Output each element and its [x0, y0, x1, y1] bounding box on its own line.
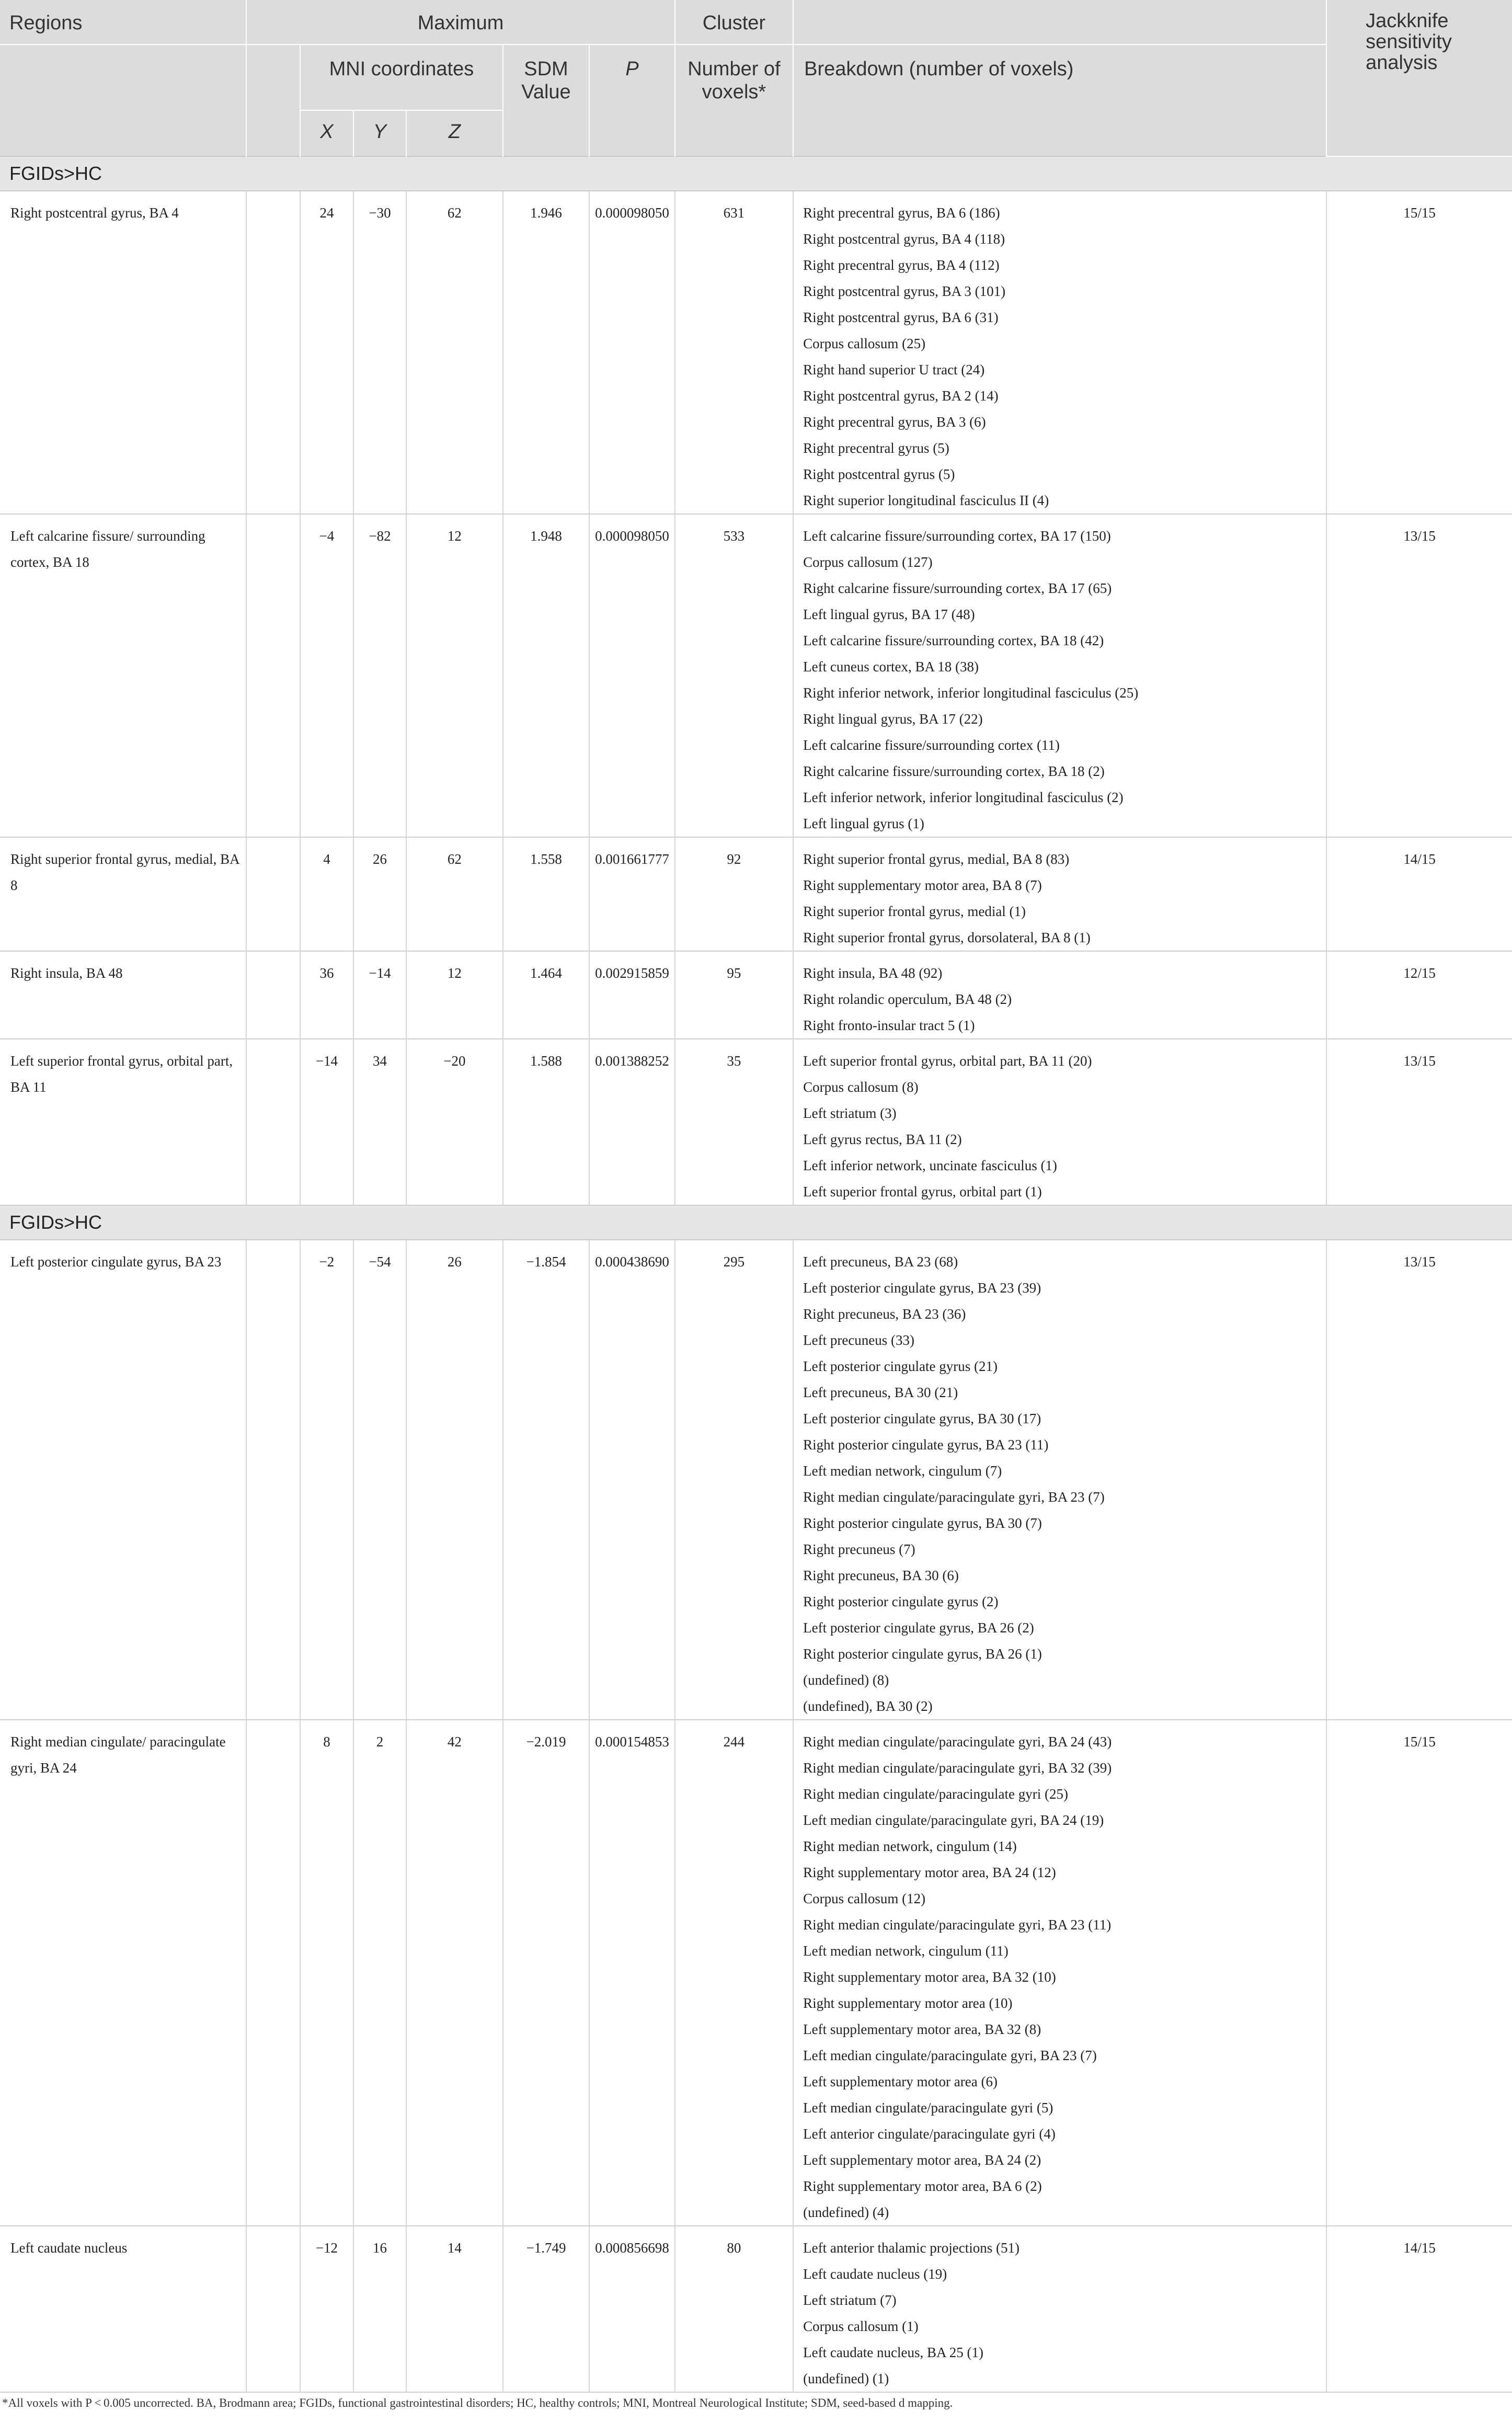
mni-z: 62 — [447, 205, 462, 221]
breakdown-item: Right superior frontal gyrus, medial, BA 8 (83) — [803, 851, 1070, 867]
header-spacer — [503, 110, 590, 156]
mni-y-cell — [353, 191, 407, 514]
breakdown-item: Left median network, cingulum (7) — [803, 1463, 1002, 1479]
jackknife-value: 14/15 — [1403, 2240, 1436, 2256]
spacer-cell — [246, 191, 300, 514]
p-value-cell — [589, 191, 674, 514]
breakdown-item: Right lingual gyrus, BA 17 (22) — [803, 711, 983, 727]
p-value: 0.001661777 — [595, 851, 669, 867]
breakdown-item: Right precentral gyrus, BA 4 (112) — [803, 257, 1000, 273]
mni-y: 16 — [372, 2240, 387, 2256]
mni-y-cell — [353, 951, 407, 1039]
breakdown-item: Right superior frontal gyrus, dorsolateral, BA 8 (1) — [803, 930, 1091, 945]
breakdown-item: Left inferior network, inferior longitudinal fasciculus (2) — [803, 790, 1124, 805]
region-cell — [0, 1240, 246, 1720]
table-row — [0, 2226, 1512, 2392]
sdm-value-cell — [503, 1240, 590, 1720]
mni-z-cell — [406, 1039, 502, 1205]
breakdown-item: Right inferior network, inferior longitudinal fasciculus (25) — [803, 685, 1139, 701]
header-breakdown: Breakdown (number of voxels) — [804, 58, 1074, 80]
breakdown-item: Left calcarine fissure/surrounding cortex (11) — [803, 737, 1060, 753]
breakdown-item: Right supplementary motor area, BA 8 (7) — [803, 877, 1042, 893]
region-name: Left posterior cingulate gyrus, BA 23 — [10, 1254, 222, 1270]
header-maximum: Maximum — [417, 12, 504, 34]
jackknife-cell — [1326, 837, 1512, 951]
mni-x: 8 — [323, 1734, 330, 1750]
mni-x-cell — [300, 951, 353, 1039]
breakdown-item: Right superior frontal gyrus, medial (1) — [803, 904, 1026, 919]
voxel-count-cell — [675, 1240, 793, 1720]
voxel-count-cell — [675, 1039, 793, 1205]
breakdown-item: Left calcarine fissure/surrounding cortex, BA 17 (150) — [803, 528, 1111, 544]
breakdown-item: Left supplementary motor area, BA 32 (8) — [803, 2021, 1041, 2037]
p-value-cell — [589, 951, 674, 1039]
p-value-cell — [589, 1240, 674, 1720]
mni-x: −4 — [319, 528, 335, 544]
mni-z: 12 — [447, 528, 462, 544]
header-x: X — [320, 121, 334, 143]
p-value: 0.000098050 — [595, 528, 669, 544]
breakdown-item: (undefined) (1) — [803, 2371, 889, 2386]
breakdown-item: Right insula, BA 48 (92) — [803, 965, 943, 981]
breakdown-list — [794, 2226, 1326, 2392]
voxel-count-cell — [675, 951, 793, 1039]
voxel-count-cell — [675, 2226, 793, 2392]
header-spacer — [675, 110, 793, 156]
mni-y-cell — [353, 837, 407, 951]
breakdown-item: Left superior frontal gyrus, orbital part (1) — [803, 1184, 1042, 1199]
mni-y-cell — [353, 2226, 407, 2392]
mni-x-cell — [300, 1039, 353, 1205]
spacer-cell — [246, 1240, 300, 1720]
breakdown-list — [794, 838, 1326, 951]
region-name: Left caudate nucleus — [10, 2240, 128, 2256]
breakdown-item: Right hand superior U tract (24) — [803, 362, 985, 378]
mni-z: 62 — [447, 851, 462, 867]
p-value-cell — [589, 514, 674, 837]
breakdown-item: Right median cingulate/paracingulate gyri (25) — [803, 1786, 1068, 1802]
breakdown-item: Right median network, cingulum (14) — [803, 1838, 1017, 1854]
header-spacer — [793, 110, 1326, 156]
breakdown-item: Right precuneus (7) — [803, 1541, 915, 1557]
breakdown-item: Left lingual gyrus, BA 17 (48) — [803, 607, 975, 622]
jackknife-value: 13/15 — [1403, 1254, 1436, 1270]
jackknife-cell — [1326, 951, 1512, 1039]
breakdown-item: Right posterior cingulate gyrus, BA 26 (1) — [803, 1646, 1042, 1662]
voxel-count: 92 — [727, 851, 741, 867]
breakdown-item: (undefined) (8) — [803, 1672, 889, 1688]
breakdown-item: (undefined), BA 30 (2) — [803, 1698, 933, 1714]
mni-y: 34 — [372, 1053, 387, 1069]
header-spacer — [246, 44, 300, 110]
mni-x-cell — [300, 191, 353, 514]
breakdown-list — [794, 952, 1326, 1038]
breakdown-item: Left posterior cingulate gyrus, BA 26 (2) — [803, 1620, 1034, 1636]
voxel-count: 244 — [723, 1734, 745, 1750]
mni-x: 4 — [323, 851, 330, 867]
sdm-value-cell — [503, 951, 590, 1039]
jackknife-value: 13/15 — [1403, 1053, 1436, 1069]
mni-y: 26 — [372, 851, 387, 867]
breakdown-cell — [793, 837, 1326, 951]
section-header-row — [0, 156, 1512, 191]
breakdown-item: Left caudate nucleus (19) — [803, 2266, 947, 2282]
breakdown-item: Left posterior cingulate gyrus (21) — [803, 1358, 998, 1374]
table-row — [0, 1039, 1512, 1205]
breakdown-item: Corpus callosum (127) — [803, 554, 933, 570]
voxel-count-cell — [675, 514, 793, 837]
mni-z: 42 — [447, 1734, 462, 1750]
breakdown-item: Left median network, cingulum (11) — [803, 1943, 1009, 1959]
p-value: 0.002915859 — [595, 965, 669, 981]
header-regions-cell — [0, 0, 246, 44]
jackknife-cell — [1326, 1240, 1512, 1720]
mni-y-cell — [353, 1240, 407, 1720]
p-value: 0.000098050 — [595, 205, 669, 221]
mni-x: 36 — [319, 965, 334, 981]
header-y-cell — [353, 110, 407, 156]
table-row — [0, 1240, 1512, 1720]
region-cell — [0, 951, 246, 1039]
breakdown-item: Right posterior cingulate gyrus, BA 30 (7) — [803, 1515, 1042, 1531]
voxel-count: 295 — [723, 1254, 745, 1270]
breakdown-item: Left striatum (7) — [803, 2292, 897, 2308]
jackknife-cell — [1326, 2226, 1512, 2392]
mni-x: −14 — [315, 1053, 338, 1069]
breakdown-item: Right median cingulate/paracingulate gyri, BA 24 (43) — [803, 1734, 1112, 1750]
mni-x-cell — [300, 2226, 353, 2392]
header-x-cell — [300, 110, 353, 156]
breakdown-item: Right precuneus, BA 30 (6) — [803, 1568, 959, 1583]
header-regions-spacer — [0, 44, 246, 110]
header-sdm-cell — [503, 44, 590, 110]
voxel-count: 533 — [723, 528, 745, 544]
header-y: Y — [373, 121, 387, 143]
mni-y: −54 — [369, 1254, 391, 1270]
breakdown-item: Left precuneus (33) — [803, 1332, 915, 1348]
jackknife-cell — [1326, 191, 1512, 514]
region-name: Right superior frontal gyrus, medial, BA 8 — [10, 851, 239, 893]
sdm-value-cell — [503, 514, 590, 837]
breakdown-item: Right posterior cingulate gyrus (2) — [803, 1594, 999, 1609]
header-regions: Regions — [9, 12, 83, 34]
voxel-count: 35 — [727, 1053, 741, 1069]
header-row-1 — [0, 0, 1512, 44]
header-z-cell — [406, 110, 502, 156]
mni-z: −20 — [443, 1053, 466, 1069]
section-header-cell — [0, 1205, 1512, 1240]
section-header-row — [0, 1205, 1512, 1240]
breakdown-item: Left caudate nucleus, BA 25 (1) — [803, 2345, 984, 2360]
breakdown-item: Right precuneus, BA 23 (36) — [803, 1306, 966, 1322]
mni-z-cell — [406, 514, 502, 837]
breakdown-item: Left gyrus rectus, BA 11 (2) — [803, 1132, 962, 1147]
mni-z-cell — [406, 1240, 502, 1720]
header-mni-cell — [300, 44, 502, 110]
breakdown-item: Right postcentral gyrus, BA 4 (118) — [803, 231, 1005, 247]
sdm-value-cell — [503, 1720, 590, 2226]
breakdown-item: Right postcentral gyrus, BA 6 (31) — [803, 310, 999, 325]
jackknife-cell — [1326, 514, 1512, 837]
header-voxels-cell — [675, 44, 793, 110]
voxel-count-cell — [675, 1720, 793, 2226]
section-title: FGIDs>HC — [9, 163, 102, 184]
spacer-cell — [246, 837, 300, 951]
sdm-value: −1.749 — [526, 2240, 566, 2256]
mni-y: −30 — [369, 205, 391, 221]
table-row — [0, 951, 1512, 1039]
breakdown-item: Right supplementary motor area, BA 6 (2) — [803, 2178, 1042, 2194]
breakdown-item: Right precentral gyrus, BA 3 (6) — [803, 414, 986, 430]
mni-y-cell — [353, 1039, 407, 1205]
breakdown-item: Left median cingulate/paracingulate gyri (5) — [803, 2100, 1053, 2116]
breakdown-item: Right precentral gyrus (5) — [803, 440, 949, 456]
breakdown-item: Corpus callosum (1) — [803, 2318, 919, 2334]
breakdown-cell — [793, 514, 1326, 837]
section-title: FGIDs>HC — [9, 1212, 102, 1233]
spacer-cell — [246, 514, 300, 837]
breakdown-item: Right calcarine fissure/surrounding cortex, BA 18 (2) — [803, 763, 1105, 779]
breakdown-item: Left inferior network, uncinate fasciculus (1) — [803, 1158, 1057, 1173]
breakdown-item: Left calcarine fissure/surrounding cortex, BA 18 (42) — [803, 633, 1104, 648]
p-value: 0.000438690 — [595, 1254, 669, 1270]
header-cluster: Cluster — [702, 12, 766, 34]
mni-z-cell — [406, 2226, 502, 2392]
mni-x-cell — [300, 514, 353, 837]
breakdown-item: Left posterior cingulate gyrus, BA 30 (17) — [803, 1411, 1041, 1426]
header-p: P — [625, 58, 639, 80]
breakdown-item: Right fronto-insular tract 5 (1) — [803, 1018, 975, 1033]
spacer-cell — [246, 1720, 300, 2226]
jackknife-value: 15/15 — [1403, 1734, 1436, 1750]
header-z: Z — [448, 121, 461, 143]
breakdown-item: Left median cingulate/paracingulate gyri, BA 23 (7) — [803, 2048, 1097, 2063]
breakdown-item: Corpus callosum (25) — [803, 336, 926, 351]
breakdown-item: Right postcentral gyrus, BA 2 (14) — [803, 388, 999, 404]
breakdown-item: Right supplementary motor area, BA 24 (12) — [803, 1865, 1056, 1880]
table-row — [0, 191, 1512, 514]
breakdown-list — [794, 1720, 1326, 2225]
region-cell — [0, 1720, 246, 2226]
mni-z: 14 — [447, 2240, 462, 2256]
voxel-count: 95 — [727, 965, 741, 981]
table-footnote: *All voxels with P < 0.005 uncorrected. BA, Brodmann area; FGIDs, functional gastrointestinal disorders; HC, healthy controls; MNI, Montreal Neurological Institute; SDM, seed-based d mapping. — [2, 2396, 953, 2409]
mni-y: −14 — [369, 965, 391, 981]
sdm-value: 1.588 — [530, 1053, 562, 1069]
sdm-value: 1.558 — [530, 851, 562, 867]
sdm-value-cell — [503, 1039, 590, 1205]
header-jackknife-cell — [1326, 0, 1512, 156]
section-header-cell — [0, 156, 1512, 191]
p-value: 0.000154853 — [595, 1734, 669, 1750]
mni-x-cell — [300, 837, 353, 951]
breakdown-item: Right median cingulate/paracingulate gyri, BA 23 (11) — [803, 1917, 1112, 1933]
sdm-value-cell — [503, 191, 590, 514]
mni-z-cell — [406, 1720, 502, 2226]
header-jackknife: Jackknife sensitivity analysis — [1366, 10, 1452, 74]
sdm-value: 1.948 — [530, 528, 562, 544]
mni-z: 12 — [447, 965, 462, 981]
jackknife-value: 14/15 — [1403, 851, 1436, 867]
region-cell — [0, 514, 246, 837]
breakdown-item: Left superior frontal gyrus, orbital part, BA 11 (20) — [803, 1053, 1092, 1069]
breakdown-cell — [793, 1720, 1326, 2226]
mni-y-cell — [353, 514, 407, 837]
spacer-cell — [246, 951, 300, 1039]
breakdown-item: Right postcentral gyrus (5) — [803, 466, 955, 482]
mni-x: −12 — [315, 2240, 338, 2256]
breakdown-cell — [793, 1039, 1326, 1205]
header-p-cell — [589, 44, 674, 110]
breakdown-item: Corpus callosum (8) — [803, 1079, 919, 1095]
breakdown-item: Right postcentral gyrus, BA 3 (101) — [803, 283, 1006, 299]
sdm-value-cell — [503, 2226, 590, 2392]
sdm-value: 1.464 — [530, 965, 562, 981]
breakdown-list — [794, 515, 1326, 837]
header-breakdown-cell — [793, 44, 1326, 110]
p-value-cell — [589, 1720, 674, 2226]
spacer-cell — [246, 1039, 300, 1205]
breakdown-item: Left striatum (3) — [803, 1105, 897, 1121]
breakdown-list — [794, 191, 1326, 513]
header-sdm: SDM Value — [521, 58, 571, 103]
breakdown-cell — [793, 951, 1326, 1039]
mni-x: −2 — [319, 1254, 335, 1270]
header-spacer — [0, 110, 246, 156]
header-blank-cell — [793, 0, 1326, 44]
region-name: Right median cingulate/ paracingulate gyri, BA 24 — [10, 1734, 226, 1776]
breakdown-item: Right precentral gyrus, BA 6 (186) — [803, 205, 1000, 221]
jackknife-value: 12/15 — [1403, 965, 1436, 981]
p-value-cell — [589, 2226, 674, 2392]
sdm-value: −1.854 — [526, 1254, 566, 1270]
table-row — [0, 514, 1512, 837]
region-cell — [0, 837, 246, 951]
p-value-cell — [589, 837, 674, 951]
breakdown-item: Left lingual gyrus (1) — [803, 816, 924, 831]
region-cell — [0, 191, 246, 514]
region-name: Right insula, BA 48 — [10, 965, 123, 981]
header-maximum-cell — [246, 0, 674, 44]
header-cluster-cell — [675, 0, 793, 44]
mni-z-cell — [406, 951, 502, 1039]
jackknife-cell — [1326, 1720, 1512, 2226]
breakdown-item: Left precuneus, BA 23 (68) — [803, 1254, 958, 1270]
mni-z: 26 — [447, 1254, 462, 1270]
region-cell — [0, 1039, 246, 1205]
spacer-cell — [246, 2226, 300, 2392]
mni-x-cell — [300, 1240, 353, 1720]
breakdown-item: Right superior longitudinal fasciculus II (4) — [803, 493, 1049, 508]
voxel-count: 80 — [727, 2240, 741, 2256]
mni-x-cell — [300, 1720, 353, 2226]
mni-y-cell — [353, 1720, 407, 2226]
table-row — [0, 1720, 1512, 2226]
jackknife-value: 13/15 — [1403, 528, 1436, 544]
breakdown-item: Right rolandic operculum, BA 48 (2) — [803, 991, 1012, 1007]
header-row-3 — [0, 110, 1512, 156]
voxel-count-cell — [675, 191, 793, 514]
breakdown-cell — [793, 191, 1326, 514]
region-name: Left superior frontal gyrus, orbital part, BA 11 — [10, 1053, 233, 1095]
breakdown-item: Left supplementary motor area (6) — [803, 2074, 998, 2089]
voxel-count: 631 — [723, 205, 745, 221]
breakdown-item: Left median cingulate/paracingulate gyri, BA 24 (19) — [803, 1812, 1104, 1828]
sdm-value: 1.946 — [530, 205, 562, 221]
header-spacer — [246, 110, 300, 156]
breakdown-item: Right calcarine fissure/surrounding cortex, BA 17 (65) — [803, 580, 1112, 596]
p-value-cell — [589, 1039, 674, 1205]
sdm-value: −2.019 — [526, 1734, 566, 1750]
breakdown-item: Right supplementary motor area, BA 32 (10) — [803, 1969, 1056, 1985]
jackknife-value: 15/15 — [1403, 205, 1436, 221]
region-cell — [0, 2226, 246, 2392]
breakdown-item: Left anterior thalamic projections (51) — [803, 2240, 1020, 2256]
voxel-count-cell — [675, 837, 793, 951]
breakdown-item: Right median cingulate/paracingulate gyri, BA 23 (7) — [803, 1489, 1105, 1505]
breakdown-item: Left precuneus, BA 30 (21) — [803, 1385, 958, 1400]
mni-y: −82 — [369, 528, 391, 544]
breakdown-item: Left cuneus cortex, BA 18 (38) — [803, 659, 979, 675]
p-value: 0.000856698 — [595, 2240, 669, 2256]
breakdown-item: Right supplementary motor area (10) — [803, 1995, 1013, 2011]
mni-y: 2 — [376, 1734, 384, 1750]
breakdown-list — [794, 1039, 1326, 1205]
sdm-value-cell — [503, 837, 590, 951]
table-row — [0, 837, 1512, 951]
header-voxels: Number of voxels* — [688, 58, 781, 103]
breakdown-cell — [793, 2226, 1326, 2392]
breakdown-item: Left posterior cingulate gyrus, BA 23 (39) — [803, 1280, 1041, 1296]
table-body — [0, 156, 1512, 2392]
breakdown-item: Right posterior cingulate gyrus, BA 23 (11) — [803, 1437, 1049, 1453]
region-name: Right postcentral gyrus, BA 4 — [10, 205, 179, 221]
header-mni: MNI coordinates — [329, 58, 474, 80]
breakdown-item: Right median cingulate/paracingulate gyri, BA 32 (39) — [803, 1760, 1112, 1776]
breakdown-list — [794, 1240, 1326, 1719]
mni-x: 24 — [319, 205, 334, 221]
breakdown-item: Corpus callosum (12) — [803, 1891, 926, 1906]
jackknife-cell — [1326, 1039, 1512, 1205]
mni-z-cell — [406, 837, 502, 951]
breakdown-item: Left anterior cingulate/paracingulate gyri (4) — [803, 2126, 1056, 2142]
p-value: 0.001388252 — [595, 1053, 669, 1069]
region-name: Left calcarine fissure/ surrounding cortex, BA 18 — [10, 528, 205, 570]
breakdown-item: Left supplementary motor area, BA 24 (2) — [803, 2152, 1041, 2168]
breakdown-item: (undefined) (4) — [803, 2204, 889, 2220]
header-row-2 — [0, 44, 1512, 110]
breakdown-cell — [793, 1240, 1326, 1720]
mni-z-cell — [406, 191, 502, 514]
header-spacer — [589, 110, 674, 156]
